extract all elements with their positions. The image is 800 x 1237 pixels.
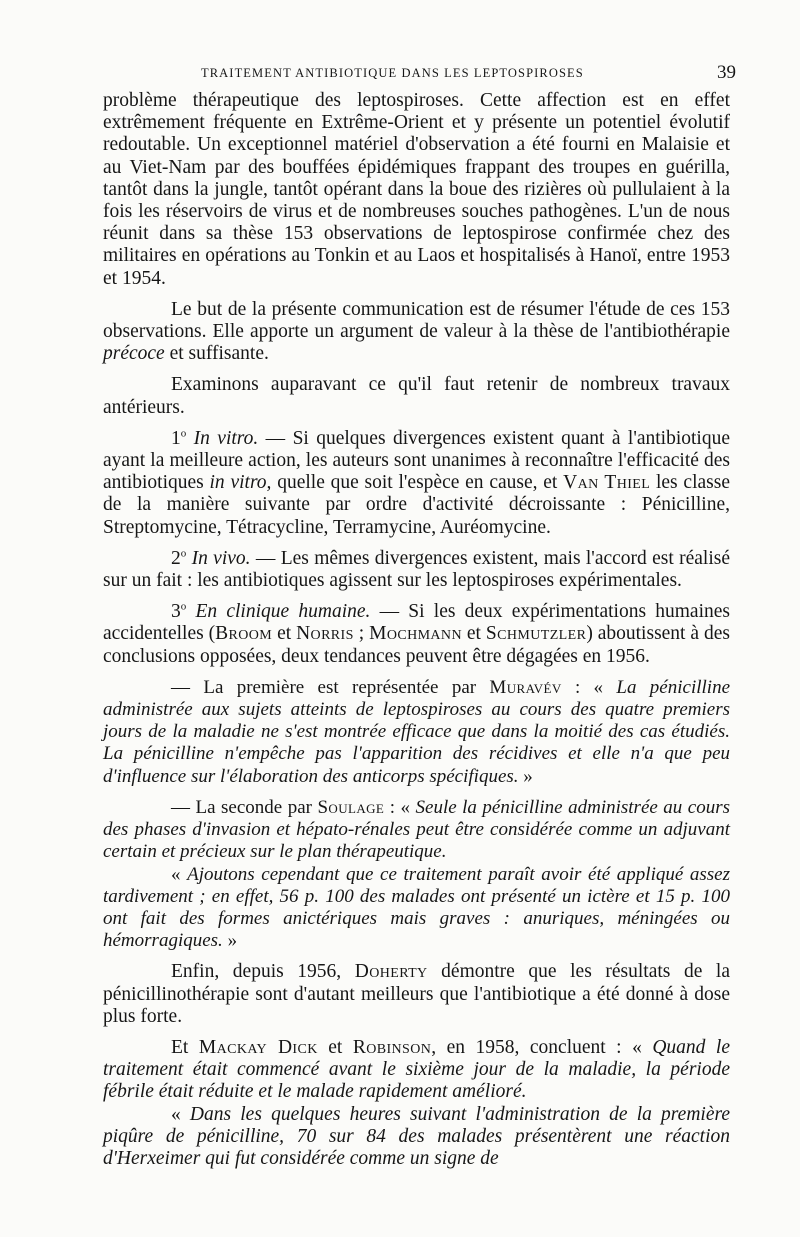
paragraph: Examinons auparavant ce qu'il faut retenir de nombreux travaux antérieurs. [103,374,730,418]
quotation: Ajoutons cependant que ce traitement paraît avoir été appliqué assez tardivement ; en effet, 56 p. 100 des malades ont présenté un ictère et 15 p. 100 ont fait des formes anictériques mais graves : anuriques, méningées ou hémorragiques. [103,863,731,952]
document-page [103,60,736,1170]
paragraph: « Dans les quelques heures suivant l'administration de la première piqûre de pénicilline, 70 sur 84 des malades présentèrent une réaction d'Herxeimer qui fut considérée comme un signe de [103,1103,730,1169]
author-name: Mackay Dick [198,1036,318,1058]
paragraph: — La seconde par Soulage : « Seule la pénicilline administrée au cours des phases d'invasion et hépato-rénales peut être considérée comme un adjuvant certain et précieux sur le plan thérapeutique. [103,796,731,863]
author-name: Muravév [489,676,562,698]
running-title: TRAITEMENT ANTIBIOTIQUE DANS LES LEPTOSPIROSES [201,66,584,80]
author-name: Broom [215,623,273,645]
author-name: Mochmann [369,623,462,645]
author-name: Soulage [317,796,385,818]
paragraph: — La première est représentée par Muravév : « La pénicilline administrée aux sujets atteints de leptospiroses au cours des quatre premiers jours de la maladie ne s'est montrée efficace que dans la moitié des cas étudiés. La pénicilline n'empêche pas l'apparition des récidives et elle n'a que peu d'influence sur l'élaboration des anticorps spécifiques. » [103,676,731,787]
paragraph: 2$^o$ In vivo. — Les mêmes divergences existent, mais l'accord est réalisé sur un fait : les antibiotiques agissent sur les leptospiroses expérimentales. [103,547,730,592]
running-header [103,60,736,90]
paragraph: Enfin, depuis 1956, Doherty démontre que les résultats de la pénicillinothérapie sont d'autant meilleurs que l'antibiotique a été donné à dose plus forte. [103,961,731,1027]
quotation: Seule la pénicilline administrée au cours des phases d'invasion et hépato-rénales peut être considérée comme un adjuvant certain et précieux sur le plan thérapeutique. [103,796,731,863]
section-heading: En clinique humaine. [195,601,371,623]
quotation: La pénicilline administrée aux sujets atteints de leptospiroses au cours des quatre premiers jours de la maladie ne s'est montrée efficace que dans la moitié des cas étudiés. La pénicilline n'empêche pas l'apparition des récidives et elle n'a que peu d'influence sur l'élaboration des anticorps spécifiques. [103,676,731,787]
quotation: Quand le traitement était commencé avant le sixième jour de la maladie, la période fébrile était réduite et le malade rapidement amélioré. [103,1036,730,1103]
page-number: 39 [717,62,736,83]
paragraph: Et Mackay Dick et Robinson, en 1958, concluent : « Quand le traitement était commencé avant le sixième jour de la maladie, la période fébrile était réduite et le malade rapidement amélioré. [103,1036,730,1103]
author-name: Norris [296,623,354,645]
paragraph: Le but de la présente communication est de résumer l'étude de ces 153 observations. Elle apporte un argument de valeur à la thèse de l'antibiothérapie précoce et suffisante. [103,298,730,365]
author-name: Robinson [352,1036,432,1058]
author-name: Van Thiel [563,472,651,494]
author-name: Schmutzler [485,623,587,645]
quotation: Dans les quelques heures suivant l'administration de la première piqûre de pénicilline, 70 sur 84 des malades présentèrent une réaction d'Herxeimer qui fut considérée comme un signe de [103,1103,730,1169]
section-heading: In vitro. [193,427,259,449]
paragraph: 3$^o$ En clinique humaine. — Si les deux expérimentations humaines accidentelles (Broom et Norris ; Mochmann et Schmutzler) aboutissent à des conclusions opposées, deux tendances peuvent être dégagées en 1956. [103,600,730,667]
author-name: Doherty [354,961,428,983]
paragraph: « Ajoutons cependant que ce traitement paraît avoir été appliqué assez tardivement ; en effet, 56 p. 100 des malades ont présenté un ictère et 15 p. 100 ont fait des formes anictériques mais graves : anuriques, méningées ou hémorragiques. » [103,863,731,952]
body-text [103,90,730,1170]
section-heading: In vivo. [191,547,251,569]
paragraph: 1$^o$ In vitro. — Si quelques divergences existent quant à l'antibiotique ayant la meilleure action, les auteurs sont unanimes à reconnaître l'efficacité des antibiotiques in vitro, quelle que soit l'espèce en cause, et Van Thiel les classe de la manière suivante par ordre d'activité décroissante : Pénicilline, Streptomycine, Tétracycline, Terramycine, Auréomycine. [103,427,731,538]
paragraph: problème thérapeutique des leptospiroses. Cette affection est en effet extrêmement fréquente en Extrême-Orient et y présente un potentiel évolutif redoutable. Un exceptionnel matériel d'observation a été fourni en Malaisie et au Viet-Nam par des bouffées épidémiques frappant des troupes en guérilla, tantôt dans la jungle, tantôt opérant dans la boue des rizières où pullulaient à la fois les réservoirs de virus et de nombreuses souches pathogènes. L'un de nous réunit dans sa thèse 153 observations de leptospirose confirmée chez des militaires en opérations au Tonkin et au Laos et hospitalisés à Hanoï, entre 1953 et 1954. [103,90,730,289]
